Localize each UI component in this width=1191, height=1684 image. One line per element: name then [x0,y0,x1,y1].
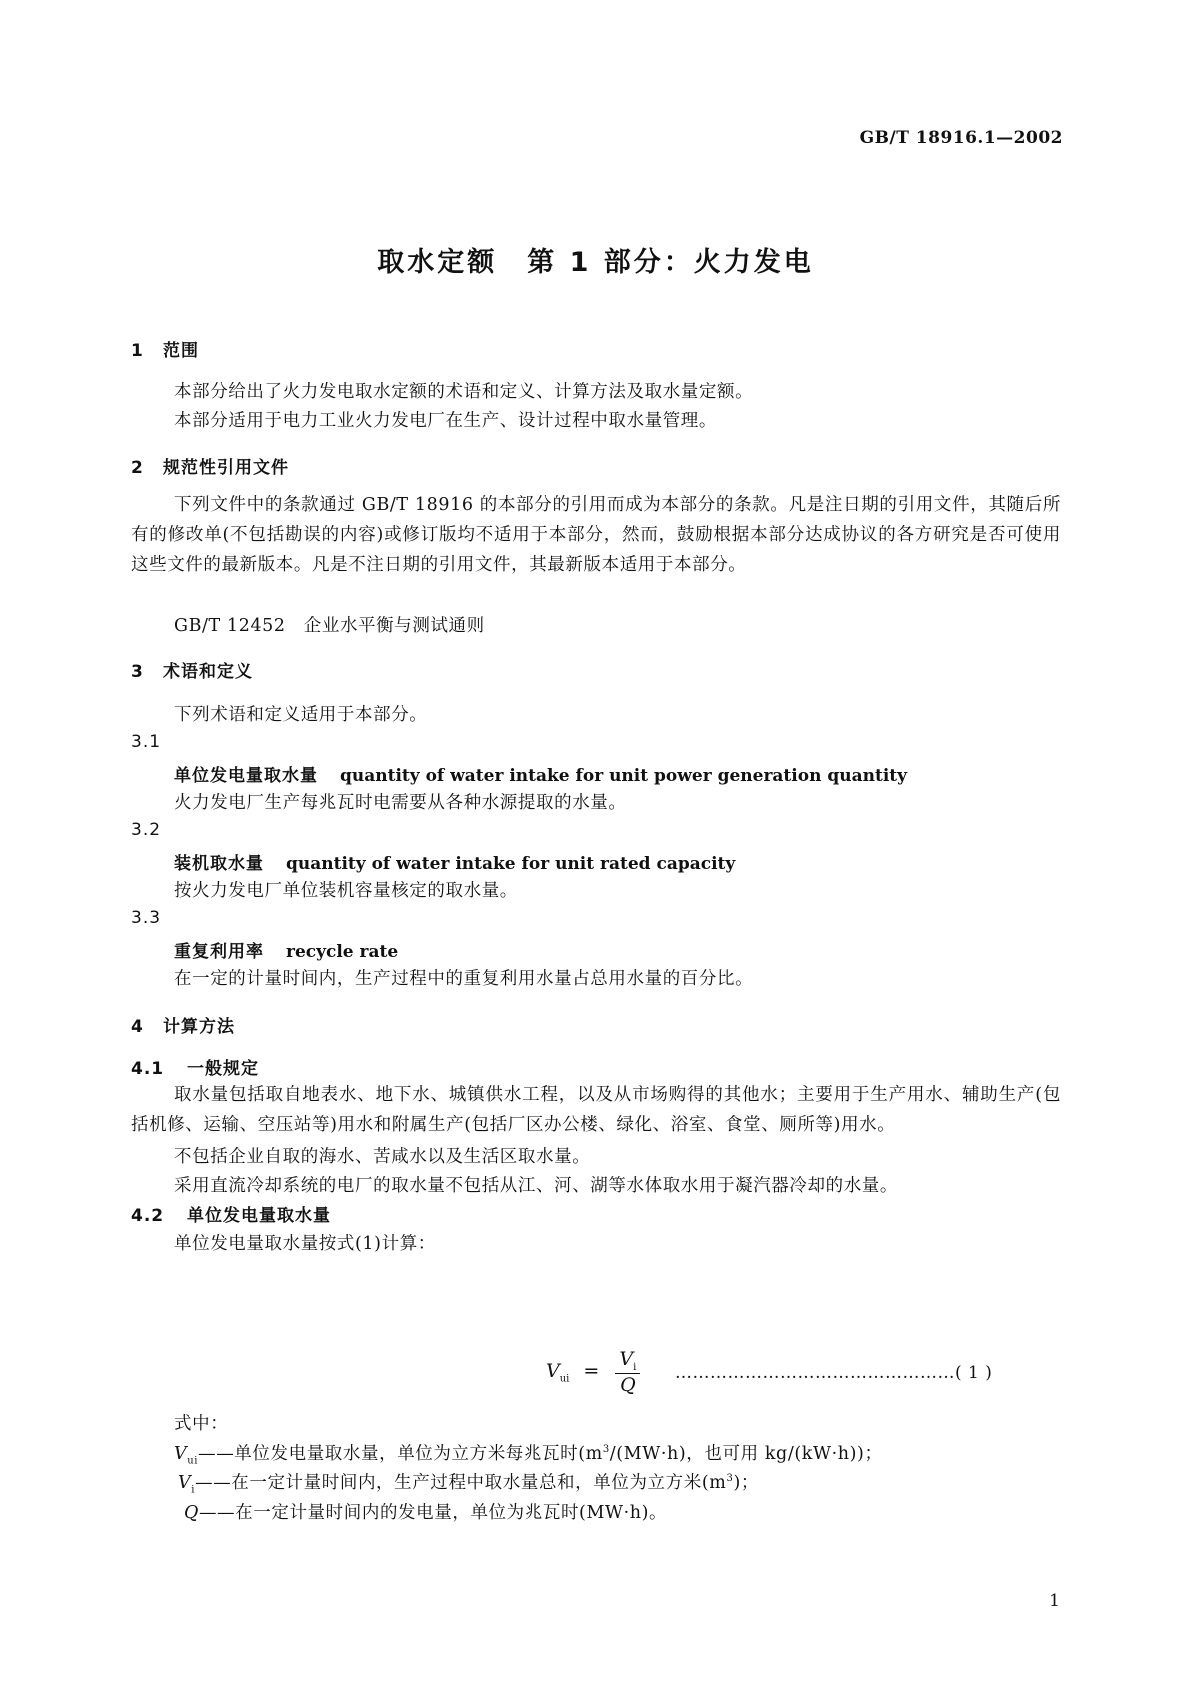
formula-denominator: Q [620,1373,636,1396]
term-number: 3.3 [131,908,162,928]
subsection-4-1-heading [131,1054,259,1079]
paragraph: 本部分给出了火力发电取水定额的术语和定义、计算方法及取水量定额。 [174,382,754,402]
formula-lhs-subscript: ui [559,1373,570,1385]
term-chinese: 重复利用率 [174,942,264,962]
formula-fraction [615,1348,640,1396]
formula-equals: = [583,1359,600,1382]
section-4-heading [131,1012,235,1037]
variable-symbol: V [174,1444,188,1464]
term-definition: 按火力发电厂单位装机容量核定的取水量。 [174,881,518,901]
section-3-heading [131,657,253,682]
section-number: 2 [131,458,144,478]
variable-definition [184,1499,667,1524]
paragraph: 取水量包括取自地表水、地下水、城镇供水工程，以及从市场购得的其他水；主要用于生产用水、辅助生产(包括机修、运输、空压站等)用水和附属生产(包括厂区办公楼、绿化、浴室、食堂、厕所等)用水。 [131,1085,1061,1135]
page-number: 1 [1049,1591,1060,1611]
subsection-title: 单位发电量取水量 [187,1206,331,1226]
formula-lhs: V [546,1359,560,1382]
variable-description: ——在一定计量时间内，生产过程中取水量总和，单位为立方米(m [195,1473,727,1493]
term-chinese: 单位发电量取水量 [174,766,318,786]
variable-description-end: /(MW·h)，也可用 kg/(kW·h))； [609,1444,883,1464]
subsection-4-2-heading [131,1201,331,1226]
variable-description: ——在一定计量时间内的发电量，单位为兆瓦时(MW·h)。 [198,1503,668,1523]
variable-symbol: Q [184,1503,199,1523]
section-title: 术语和定义 [163,662,253,682]
paragraph: 采用直流冷却系统的电厂的取水量不包括从江、河、湖等水体取水用于凝汽器冷却的水量。 [174,1176,898,1196]
term-definition: 火力发电厂生产每兆瓦时电需要从各种水源提取的水量。 [174,793,627,813]
variable-description-end: )； [733,1473,759,1493]
term-definition: 在一定的计量时间内，生产过程中的重复利用水量占总用水量的百分比。 [174,969,754,989]
section-2-heading [131,453,289,478]
subsection-number: 4.1 [131,1059,165,1079]
term-english: quantity of water intake for unit power generation quantity [340,766,908,786]
leader-dots: ………………………………………… [675,1363,955,1383]
paragraph: 下列文件中的条款通过 GB/T 18916 的本部分的引用而成为本部分的条款。凡是注日期的引用文件，其随后所有的修改单(不包括勘误的内容)或修订版均不适用于本部分，然而，鼓励根据本部分达成协议的各方研究是否可使用这些文件的最新版本。凡是不注日期的引用文件，其最新版本适用于本部分。 [131,495,1061,575]
normative-reference: GB/T 12452 企业水平衡与测试通则 [174,616,485,636]
section-title: 计算方法 [163,1017,235,1037]
term-entry [174,849,735,874]
section-title: 规范性引用文件 [163,458,289,478]
term-english: quantity of water intake for unit rated capacity [286,854,736,874]
formula-leader [675,1363,992,1383]
section-number: 4 [131,1017,144,1037]
section-number: 3 [131,662,144,682]
where-label: 式中： [174,1414,229,1434]
variable-description: ——单位发电量取水量，单位为立方米每兆瓦时(m [198,1444,603,1464]
section-title: 范围 [163,341,199,361]
term-chinese: 装机取水量 [174,854,264,874]
variable-definition [178,1469,759,1496]
section-number: 1 [131,341,144,361]
term-english: recycle rate [286,942,399,962]
formula-label: ( 1 ) [955,1363,993,1383]
paragraph: 不包括企业自取的海水、苦咸水以及生活区取水量。 [174,1147,591,1167]
subsection-title: 一般规定 [187,1059,259,1079]
formula-numerator: $V_i$ [615,1348,640,1374]
term-entry [174,937,398,962]
unit-superscript: 3 [602,1444,610,1456]
paragraph: 下列术语和定义适用于本部分。 [174,705,428,725]
subsection-number: 4.2 [131,1206,165,1226]
formula-1 [546,1348,640,1396]
page-title: 取水定额 第 1 部分：火力发电 [377,247,814,278]
variable-symbol: V [178,1473,192,1493]
variable-definition [174,1440,883,1467]
variable-subscript: ui [187,1455,199,1467]
section-1-heading [131,336,199,361]
standard-code: GB/T 18916.1—2002 [859,128,1063,148]
term-entry [174,761,907,786]
paragraph: 单位发电量取水量按式(1)计算： [174,1234,436,1254]
unit-superscript: 3 [726,1473,734,1485]
paragraph: 本部分适用于电力工业火力发电厂在生产、设计过程中取水量管理。 [174,411,717,431]
term-number: 3.1 [131,732,162,752]
term-number: 3.2 [131,820,162,840]
variable-subscript: i [191,1484,196,1496]
